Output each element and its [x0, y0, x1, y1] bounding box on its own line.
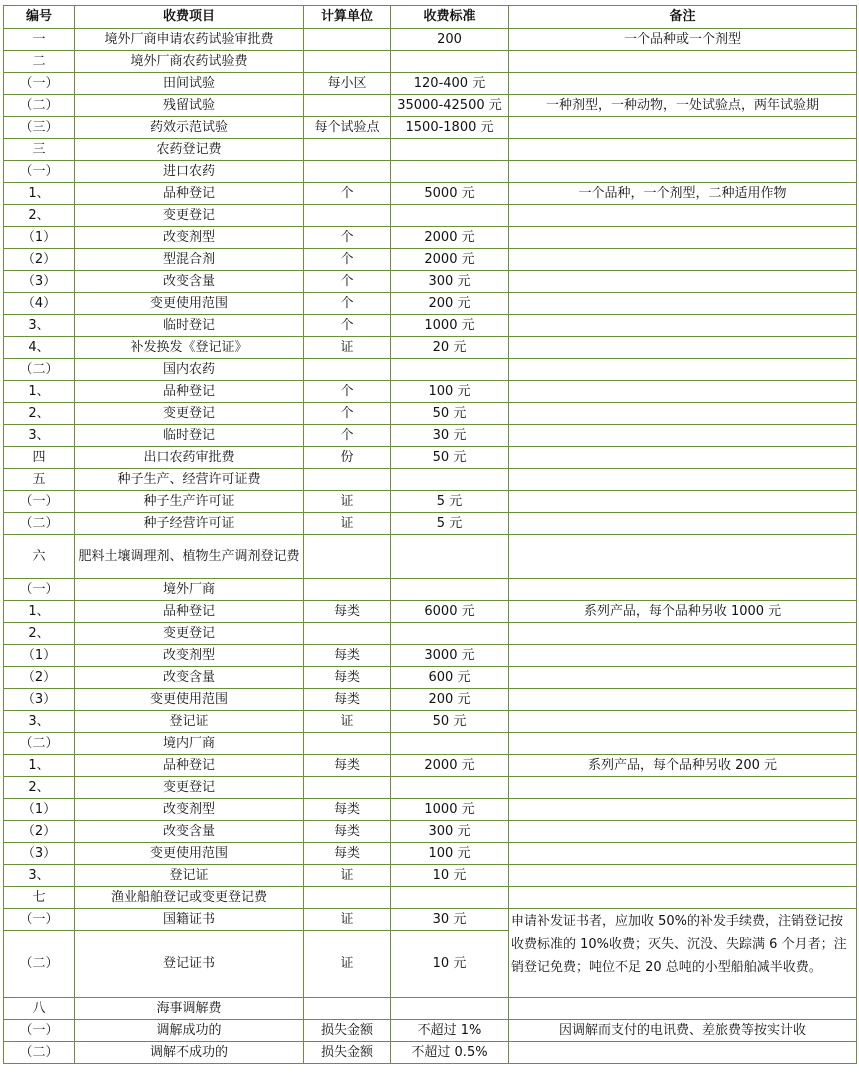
cell-standard: 300 元 [391, 271, 509, 293]
cell-item: 渔业船舶登记或变更登记费 [75, 887, 304, 909]
cell-item: 登记证书 [75, 931, 304, 998]
cell-num: 2、 [4, 777, 75, 799]
cell-standard: 10 元 [391, 931, 509, 998]
cell-unit: 个 [304, 425, 391, 447]
cell-note [509, 227, 857, 249]
cell-unit [304, 95, 391, 117]
cell-note [509, 513, 857, 535]
cell-standard: 2000 元 [391, 227, 509, 249]
cell-note [509, 645, 857, 667]
table-row [4, 183, 857, 205]
cell-item: 种子经营许可证 [75, 513, 304, 535]
cell-num: 六 [4, 535, 75, 579]
table-row [4, 645, 857, 667]
cell-unit: 个 [304, 293, 391, 315]
cell-note [509, 381, 857, 403]
table-row [4, 535, 857, 579]
cell-note [509, 117, 857, 139]
cell-num: 七 [4, 887, 75, 909]
table-row [4, 249, 857, 271]
cell-num: （三） [4, 117, 75, 139]
cell-num: （二） [4, 931, 75, 998]
table-row [4, 689, 857, 711]
table-row [4, 491, 857, 513]
cell-unit: 损失金额 [304, 1020, 391, 1042]
cell-note [509, 689, 857, 711]
cell-item: 登记证 [75, 865, 304, 887]
cell-note [509, 271, 857, 293]
table-row [4, 381, 857, 403]
table-row [4, 337, 857, 359]
cell-unit: 个 [304, 271, 391, 293]
cell-standard [391, 998, 509, 1020]
cell-unit: 个 [304, 381, 391, 403]
cell-standard: 30 元 [391, 909, 509, 931]
table-row [4, 799, 857, 821]
table-row [4, 733, 857, 755]
cell-item: 境外厂商 [75, 579, 304, 601]
cell-standard [391, 777, 509, 799]
cell-standard: 50 元 [391, 403, 509, 425]
cell-unit: 每类 [304, 755, 391, 777]
header-row [4, 6, 857, 29]
table-row [4, 711, 857, 733]
cell-standard: 200 元 [391, 293, 509, 315]
table-row [4, 359, 857, 381]
cell-note [509, 623, 857, 645]
cell-unit: 证 [304, 491, 391, 513]
cell-note [509, 293, 857, 315]
cell-num: （2） [4, 667, 75, 689]
cell-note [509, 73, 857, 95]
cell-note: 系列产品，每个品种另收 1000 元 [509, 601, 857, 623]
cell-standard [391, 359, 509, 381]
cell-num: （一） [4, 909, 75, 931]
cell-unit: 个 [304, 249, 391, 271]
table-row [4, 865, 857, 887]
cell-num: 二 [4, 51, 75, 73]
cell-standard [391, 623, 509, 645]
table-row [4, 117, 857, 139]
cell-item: 变更登记 [75, 623, 304, 645]
cell-note [509, 711, 857, 733]
cell-standard [391, 535, 509, 579]
cell-item: 变更登记 [75, 403, 304, 425]
table-row [4, 95, 857, 117]
cell-unit: 每个试验点 [304, 117, 391, 139]
table-row [4, 29, 857, 51]
cell-num: 1、 [4, 381, 75, 403]
cell-note [509, 51, 857, 73]
cell-unit: 个 [304, 315, 391, 337]
cell-standard: 20 元 [391, 337, 509, 359]
cell-unit [304, 579, 391, 601]
cell-item: 品种登记 [75, 183, 304, 205]
cell-standard: 35000-42500 元 [391, 95, 509, 117]
cell-unit [304, 359, 391, 381]
header-item: 收费项目 [75, 6, 304, 29]
cell-num: （1） [4, 227, 75, 249]
cell-unit: 每类 [304, 821, 391, 843]
cell-unit: 证 [304, 711, 391, 733]
table-row [4, 579, 857, 601]
cell-unit [304, 29, 391, 51]
cell-item: 登记证 [75, 711, 304, 733]
cell-unit [304, 51, 391, 73]
cell-unit [304, 535, 391, 579]
cell-num: 2、 [4, 205, 75, 227]
cell-note: 系列产品，每个品种另收 200 元 [509, 755, 857, 777]
cell-item: 改变剂型 [75, 799, 304, 821]
cell-item: 国籍证书 [75, 909, 304, 931]
cell-standard [391, 887, 509, 909]
cell-item: 境内厂商 [75, 733, 304, 755]
cell-num: （二） [4, 733, 75, 755]
cell-note [509, 337, 857, 359]
cell-unit: 每类 [304, 843, 391, 865]
cell-standard: 10 元 [391, 865, 509, 887]
cell-unit: 每类 [304, 601, 391, 623]
cell-standard: 5 元 [391, 513, 509, 535]
cell-item: 境外厂商申请农药试验审批费 [75, 29, 304, 51]
cell-item: 品种登记 [75, 601, 304, 623]
cell-standard [391, 161, 509, 183]
cell-num: （一） [4, 161, 75, 183]
cell-note [509, 425, 857, 447]
cell-num: （一） [4, 579, 75, 601]
cell-note [509, 249, 857, 271]
cell-note [509, 359, 857, 381]
table-row [4, 601, 857, 623]
cell-standard: 5 元 [391, 491, 509, 513]
cell-num: 1、 [4, 601, 75, 623]
cell-note [509, 579, 857, 601]
cell-standard: 50 元 [391, 447, 509, 469]
cell-num: （一） [4, 73, 75, 95]
cell-item: 改变含量 [75, 821, 304, 843]
cell-num: 五 [4, 469, 75, 491]
cell-num: （2） [4, 249, 75, 271]
cell-item: 临时登记 [75, 425, 304, 447]
cell-num: （2） [4, 821, 75, 843]
cell-num: 3、 [4, 865, 75, 887]
cell-standard: 6000 元 [391, 601, 509, 623]
cell-num: 八 [4, 998, 75, 1020]
table-row [4, 161, 857, 183]
header-note: 备注 [509, 6, 857, 29]
cell-num: 3、 [4, 315, 75, 337]
cell-note [509, 821, 857, 843]
table-row [4, 909, 857, 931]
cell-unit [304, 139, 391, 161]
table-row [4, 227, 857, 249]
table-row [4, 887, 857, 909]
cell-unit: 每类 [304, 799, 391, 821]
cell-standard: 300 元 [391, 821, 509, 843]
cell-item: 品种登记 [75, 755, 304, 777]
cell-item: 改变剂型 [75, 227, 304, 249]
table-row [4, 271, 857, 293]
cell-unit: 证 [304, 909, 391, 931]
table-row [4, 51, 857, 73]
cell-unit: 证 [304, 931, 391, 998]
cell-num: 四 [4, 447, 75, 469]
cell-standard: 1000 元 [391, 315, 509, 337]
cell-num: （3） [4, 271, 75, 293]
cell-standard: 1500-1800 元 [391, 117, 509, 139]
cell-note [509, 161, 857, 183]
cell-item: 变更使用范围 [75, 293, 304, 315]
cell-unit: 每小区 [304, 73, 391, 95]
cell-item: 种子生产许可证 [75, 491, 304, 513]
cell-unit: 每类 [304, 689, 391, 711]
cell-standard: 2000 元 [391, 755, 509, 777]
cell-standard: 不超过 0.5% [391, 1042, 509, 1064]
cell-note: 一个品种，一个剂型，二种适用作物 [509, 183, 857, 205]
cell-unit: 个 [304, 183, 391, 205]
cell-unit: 证 [304, 865, 391, 887]
cell-unit [304, 887, 391, 909]
cell-note [509, 403, 857, 425]
table-row [4, 998, 857, 1020]
cell-note [509, 667, 857, 689]
cell-num: （二） [4, 1042, 75, 1064]
table-row [4, 205, 857, 227]
cell-item: 境外厂商农药试验费 [75, 51, 304, 73]
cell-note: 因调解而支付的电讯费、差旅费等按实计收 [509, 1020, 857, 1042]
table-row [4, 315, 857, 337]
cell-num: （1） [4, 645, 75, 667]
table-row [4, 447, 857, 469]
cell-item: 种子生产、经营许可证费 [75, 469, 304, 491]
cell-item: 补发换发《登记证》 [75, 337, 304, 359]
cell-unit: 个 [304, 403, 391, 425]
cell-item: 改变含量 [75, 271, 304, 293]
cell-unit: 每类 [304, 667, 391, 689]
cell-item: 残留试验 [75, 95, 304, 117]
cell-item: 调解不成功的 [75, 1042, 304, 1064]
table-row [4, 755, 857, 777]
cell-unit [304, 733, 391, 755]
cell-unit [304, 777, 391, 799]
table-row [4, 293, 857, 315]
cell-num: （一） [4, 491, 75, 513]
cell-num: 1、 [4, 755, 75, 777]
cell-note [509, 139, 857, 161]
cell-item: 变更使用范围 [75, 843, 304, 865]
cell-note [509, 887, 857, 909]
ship-section [4, 909, 857, 998]
table-row [4, 513, 857, 535]
table-row [4, 667, 857, 689]
cell-standard: 不超过 1% [391, 1020, 509, 1042]
cell-num: （二） [4, 359, 75, 381]
cell-item: 变更登记 [75, 777, 304, 799]
cell-num: 三 [4, 139, 75, 161]
cell-note-ship: 申请补发证书者，应加收 50%的补发手续费，注销登记按收费标准的 10%收费；灭失、沉没、失踪满 6 个月者；注销登记免费；吨位不足 20 总吨的小型船舶减半收费。 [509, 909, 857, 998]
table-row [4, 821, 857, 843]
cell-note [509, 799, 857, 821]
cell-note [509, 469, 857, 491]
cell-note: 一种剂型，一种动物，一处试验点，两年试验期 [509, 95, 857, 117]
cell-standard: 5000 元 [391, 183, 509, 205]
table-row [4, 403, 857, 425]
cell-num: （二） [4, 95, 75, 117]
cell-note [509, 998, 857, 1020]
cell-standard: 30 元 [391, 425, 509, 447]
cell-num: 一 [4, 29, 75, 51]
cell-note [509, 1042, 857, 1064]
cell-item: 品种登记 [75, 381, 304, 403]
cell-item: 调解成功的 [75, 1020, 304, 1042]
cell-num: 2、 [4, 623, 75, 645]
cell-num: 1、 [4, 183, 75, 205]
cell-note [509, 315, 857, 337]
cell-standard [391, 469, 509, 491]
cell-item: 变更登记 [75, 205, 304, 227]
cell-item: 农药登记费 [75, 139, 304, 161]
cell-unit [304, 469, 391, 491]
cell-num: 4、 [4, 337, 75, 359]
cell-item: 肥料土壤调理剂、植物生产调剂登记费 [75, 535, 304, 579]
cell-note [509, 865, 857, 887]
cell-standard [391, 51, 509, 73]
cell-standard: 50 元 [391, 711, 509, 733]
cell-unit: 证 [304, 513, 391, 535]
cell-note: 一个品种或一个剂型 [509, 29, 857, 51]
cell-standard: 100 元 [391, 381, 509, 403]
fee-table [3, 5, 857, 1064]
cell-standard [391, 139, 509, 161]
cell-unit: 证 [304, 337, 391, 359]
table-row [4, 843, 857, 865]
table-row [4, 139, 857, 161]
cell-item: 改变含量 [75, 667, 304, 689]
header-unit: 计算单位 [304, 6, 391, 29]
cell-unit [304, 161, 391, 183]
cell-standard [391, 205, 509, 227]
table-row [4, 73, 857, 95]
cell-note [509, 491, 857, 513]
cell-standard: 1000 元 [391, 799, 509, 821]
cell-num: （一） [4, 1020, 75, 1042]
cell-item: 临时登记 [75, 315, 304, 337]
cell-num: （3） [4, 843, 75, 865]
cell-standard: 120-400 元 [391, 73, 509, 95]
cell-unit: 损失金额 [304, 1042, 391, 1064]
cell-standard: 100 元 [391, 843, 509, 865]
cell-unit [304, 205, 391, 227]
cell-item: 进口农药 [75, 161, 304, 183]
cell-num: 3、 [4, 711, 75, 733]
table-row [4, 777, 857, 799]
cell-num: （3） [4, 689, 75, 711]
cell-num: 2、 [4, 403, 75, 425]
cell-note [509, 205, 857, 227]
cell-item: 出口农药审批费 [75, 447, 304, 469]
cell-num: （二） [4, 513, 75, 535]
table-row [4, 1042, 857, 1064]
cell-standard: 2000 元 [391, 249, 509, 271]
cell-note [509, 733, 857, 755]
table-row [4, 469, 857, 491]
header-standard: 收费标准 [391, 6, 509, 29]
cell-num: 3、 [4, 425, 75, 447]
cell-standard: 600 元 [391, 667, 509, 689]
table-body [4, 29, 857, 909]
cell-note [509, 777, 857, 799]
cell-item: 海事调解费 [75, 998, 304, 1020]
table-row [4, 425, 857, 447]
cell-num: （4） [4, 293, 75, 315]
cell-note [509, 447, 857, 469]
cell-note [509, 535, 857, 579]
table-row [4, 623, 857, 645]
cell-standard [391, 733, 509, 755]
cell-standard: 3000 元 [391, 645, 509, 667]
header-num: 编号 [4, 6, 75, 29]
cell-item: 改变剂型 [75, 645, 304, 667]
cell-item: 田间试验 [75, 73, 304, 95]
cell-unit [304, 998, 391, 1020]
cell-item: 变更使用范围 [75, 689, 304, 711]
cell-note [509, 843, 857, 865]
cell-unit: 个 [304, 227, 391, 249]
cell-standard: 200 [391, 29, 509, 51]
cell-item: 国内农药 [75, 359, 304, 381]
table-row [4, 1020, 857, 1042]
cell-num: （1） [4, 799, 75, 821]
cell-unit [304, 623, 391, 645]
cell-item: 型混合剂 [75, 249, 304, 271]
cell-item: 药效示范试验 [75, 117, 304, 139]
cell-unit: 每类 [304, 645, 391, 667]
cell-standard: 200 元 [391, 689, 509, 711]
cell-standard [391, 579, 509, 601]
cell-unit: 份 [304, 447, 391, 469]
tail-section [4, 998, 857, 1064]
